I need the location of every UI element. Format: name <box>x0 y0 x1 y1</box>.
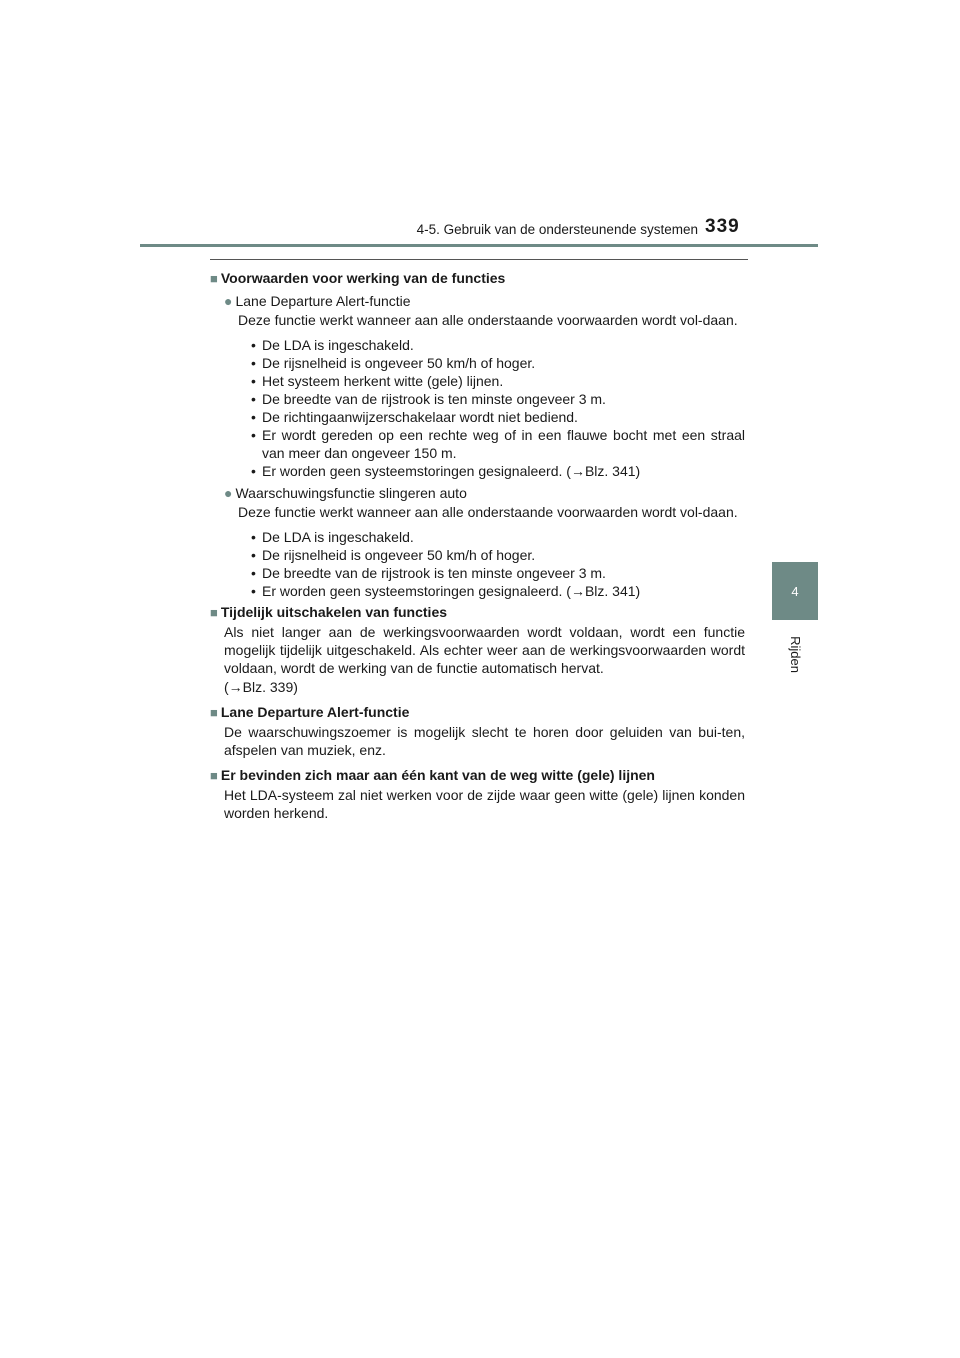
circle-bullet-icon: ● <box>224 485 233 501</box>
list-item: • De rijsnelheid is ongeveer 50 km/h of hoger. <box>262 354 745 372</box>
chapter-number: 4 <box>791 583 799 599</box>
square-bullet-icon: ■ <box>210 271 218 286</box>
subsection-heading: ● Waarschuwingsfunctie slingeren auto <box>224 485 467 501</box>
square-bullet-icon: ■ <box>210 705 218 720</box>
list-item: • Er worden geen systeemstoringen gesignaleerd. (→Blz. 341) <box>262 462 745 480</box>
section-heading: ■ Tijdelijk uitschakelen van functies <box>210 604 448 620</box>
condition-list <box>210 336 745 480</box>
page-content <box>210 266 745 822</box>
list-item: • Er worden geen systeemstoringen gesignaleerd. (→Blz. 341) <box>262 582 745 600</box>
paragraph: Deze functie werkt wanneer aan alle onderstaande voorwaarden wordt vol-daan. <box>238 312 738 328</box>
section-heading: ■ Lane Departure Alert-functie <box>210 704 410 720</box>
list-item: • Het systeem herkent witte (gele) lijnen. <box>262 372 745 390</box>
list-item: • De LDA is ingeschakeld. <box>262 528 745 546</box>
list-item: • De richtingaanwijzerschakelaar wordt niet bediend. <box>262 408 745 426</box>
page-number: 339 <box>705 216 740 237</box>
circle-bullet-icon: ● <box>224 293 233 309</box>
chapter-label-text: Rijden <box>787 635 803 673</box>
list-item: • De breedte van de rijstrook is ten minste ongeveer 3 m. <box>262 564 745 582</box>
square-bullet-icon: ■ <box>210 605 218 620</box>
paragraph: De waarschuwingszoemer is mogelijk slecht te horen door geluiden van bui-ten, afspelen van muziek, enz. <box>224 724 745 758</box>
condition-list <box>210 528 745 600</box>
paragraph: Deze functie werkt wanneer aan alle onderstaande voorwaarden wordt vol-daan. <box>238 504 738 520</box>
square-bullet-icon: ■ <box>210 768 218 783</box>
list-item: • Er wordt gereden op een rechte weg of in een flauwe bocht met een straal van meer dan ongeveer 150 m. <box>262 426 745 462</box>
section-rule <box>210 259 748 260</box>
section-heading: ■ Er bevinden zich maar aan één kant van de weg witte (gele) lijnen <box>210 767 655 783</box>
list-item: • De breedte van de rijstrook is ten minste ongeveer 3 m. <box>262 390 745 408</box>
header-section-title: 4-5. Gebruik van de ondersteunende systemen <box>416 222 698 237</box>
reference: (→Blz. 339) <box>224 679 298 695</box>
list-item: • De rijsnelheid is ongeveer 50 km/h of hoger. <box>262 546 745 564</box>
header-rule <box>140 244 818 247</box>
section-heading: ■ Voorwaarden voor werking van de functies <box>210 270 506 286</box>
paragraph: Het LDA-systeem zal niet werken voor de zijde waar geen witte (gele) lijnen konden worden herkend. <box>224 787 745 821</box>
list-item: • De LDA is ingeschakeld. <box>262 336 745 354</box>
chapter-tab <box>772 562 818 620</box>
paragraph: Als niet langer aan de werkingsvoorwaarden wordt voldaan, wordt een functie mogelijk tijdelijk uitgeschakeld. Als echter weer aan de werkingsvoorwaarden wordt voldaan, wordt de werking van de functie automatisch hervat. <box>224 624 745 676</box>
chapter-label <box>772 624 818 684</box>
subsection-heading: ● Lane Departure Alert-functie <box>224 293 411 309</box>
